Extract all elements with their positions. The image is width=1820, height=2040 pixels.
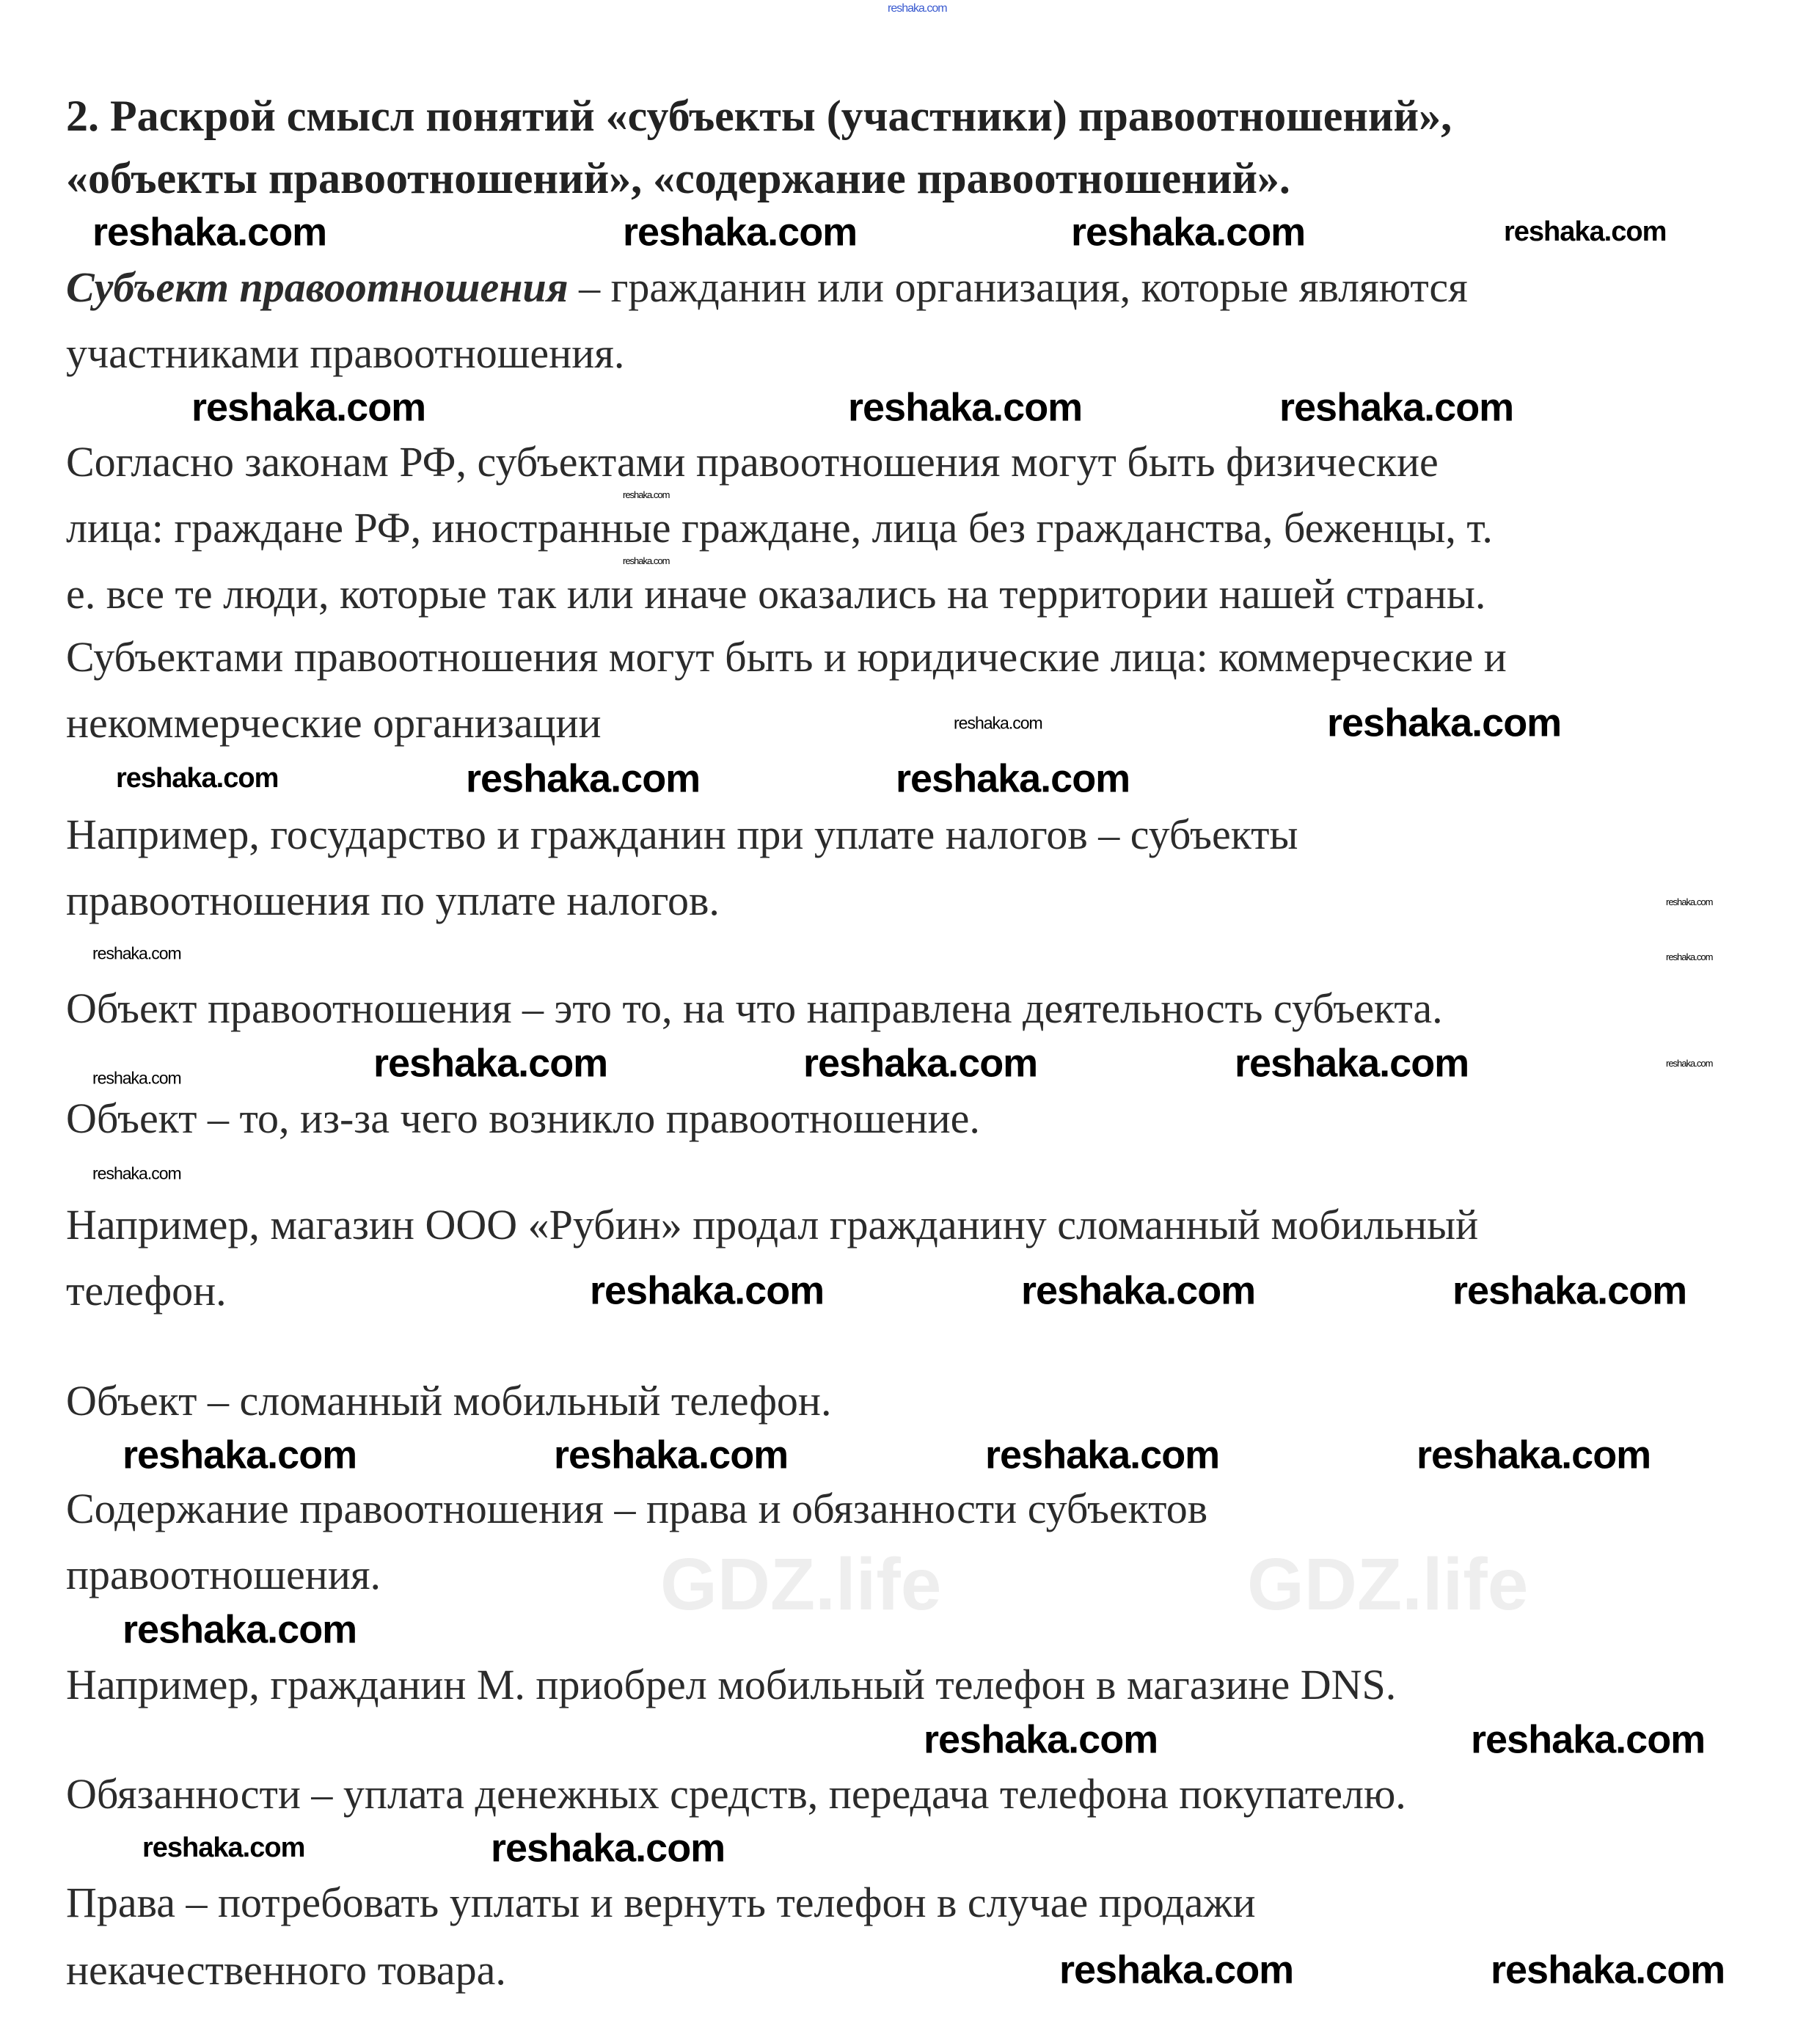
watermark: reshaka.com bbox=[1666, 1057, 1713, 1069]
paragraph-line: некоммерческие организации bbox=[66, 699, 602, 747]
watermark: reshaka.com bbox=[1504, 216, 1667, 248]
watermark: reshaka.com bbox=[803, 1041, 1038, 1086]
watermark: reshaka.com bbox=[491, 1826, 726, 1871]
paragraph-line: Например, магазин ООО «Рубин» продал гражданину сломанный мобильный bbox=[66, 1201, 1479, 1249]
paragraph-line: некачественного товара. bbox=[66, 1946, 506, 1994]
definition-subject-line-1 bbox=[66, 262, 1468, 313]
watermark: reshaka.com bbox=[1279, 385, 1514, 430]
watermark: reshaka.com bbox=[623, 489, 670, 500]
watermark: reshaka.com bbox=[92, 1068, 181, 1088]
watermark: reshaka.com bbox=[191, 385, 426, 430]
definition-subject-line-2: участниками правоотношения. bbox=[66, 329, 625, 377]
paragraph-line: Содержание правоотношения – права и обязанности субъектов bbox=[66, 1485, 1208, 1532]
watermark: reshaka.com bbox=[623, 210, 858, 255]
paragraph-line: правоотношения по уплате налогов. bbox=[66, 877, 720, 924]
watermark: reshaka.com bbox=[1021, 1268, 1256, 1313]
watermark: reshaka.com bbox=[954, 713, 1042, 733]
paragraph-line: правоотношения. bbox=[66, 1551, 381, 1598]
watermark: reshaka.com bbox=[1471, 1717, 1706, 1762]
watermark: reshaka.com bbox=[985, 1433, 1220, 1477]
watermark: reshaka.com bbox=[92, 943, 181, 963]
watermark: reshaka.com bbox=[1071, 210, 1306, 255]
watermark: reshaka.com bbox=[623, 555, 670, 566]
watermark: reshaka.com bbox=[896, 756, 1130, 801]
watermark: reshaka.com bbox=[924, 1717, 1158, 1762]
watermark: reshaka.com bbox=[554, 1433, 789, 1477]
watermark: reshaka.com bbox=[142, 1832, 305, 1864]
watermark: reshaka.com bbox=[116, 763, 279, 794]
faint-watermark: GDZ.life bbox=[1247, 1543, 1529, 1626]
question-heading-line-1: 2. Раскрой смысл понятий «субъекты (участники) правоотношений», bbox=[66, 92, 1452, 140]
watermark: reshaka.com bbox=[848, 385, 1083, 430]
paragraph-line: Например, гражданин М. приобрел мобильный телефон в магазине DNS. bbox=[66, 1661, 1397, 1708]
watermark: reshaka.com bbox=[1452, 1268, 1687, 1313]
watermark: reshaka.com bbox=[373, 1041, 608, 1086]
watermark: reshaka.com bbox=[1666, 951, 1713, 962]
paragraph-line: Например, государство и гражданин при уплате налогов – субъекты bbox=[66, 811, 1298, 858]
watermark: reshaka.com bbox=[1059, 1948, 1294, 1992]
watermark: reshaka.com bbox=[1327, 701, 1562, 745]
watermark: reshaka.com bbox=[1235, 1041, 1469, 1086]
question-heading-line-2: «объекты правоотношений», «содержание правоотношений». bbox=[66, 154, 1290, 202]
watermark: reshaka.com bbox=[1666, 896, 1713, 907]
paragraph-line: Субъектами правоотношения могут быть и юридические лица: коммерческие и bbox=[66, 633, 1507, 681]
definition-text: – гражданин или организация, которые являются bbox=[568, 263, 1468, 311]
watermark: reshaka.com bbox=[466, 756, 701, 801]
watermark: reshaka.com bbox=[1491, 1948, 1725, 1992]
watermark: reshaka.com bbox=[92, 210, 327, 255]
paragraph-line: Объект – то, из-за чего возникло правоотношение. bbox=[66, 1094, 980, 1142]
watermark: reshaka.com bbox=[92, 1163, 181, 1183]
paragraph-line: Права – потребовать уплаты и вернуть телефон в случае продажи bbox=[66, 1879, 1256, 1926]
faint-watermark: GDZ.life bbox=[660, 1543, 942, 1626]
paragraph-line: Согласно законам РФ, субъектами правоотношения могут быть физические bbox=[66, 438, 1439, 486]
watermark: reshaka.com bbox=[123, 1433, 357, 1477]
paragraph-line: е. все те люди, которые так или иначе оказались на территории нашей страны. bbox=[66, 570, 1486, 618]
watermark: reshaka.com bbox=[888, 2, 947, 15]
paragraph-line: телефон. bbox=[66, 1267, 227, 1315]
watermark: reshaka.com bbox=[1417, 1433, 1651, 1477]
paragraph-line: Объект – сломанный мобильный телефон. bbox=[66, 1377, 832, 1425]
watermark: reshaka.com bbox=[123, 1607, 357, 1652]
term-subject: Субъект правоотношения bbox=[66, 263, 569, 311]
paragraph-line: лица: граждане РФ, иностранные граждане, лица без гражданства, беженцы, т. bbox=[66, 504, 1493, 552]
watermark: reshaka.com bbox=[590, 1268, 825, 1313]
paragraph-line: Объект правоотношения – это то, на что направлена деятельность субъекта. bbox=[66, 984, 1443, 1032]
paragraph-line: Обязанности – уплата денежных средств, передача телефона покупателю. bbox=[66, 1770, 1406, 1818]
